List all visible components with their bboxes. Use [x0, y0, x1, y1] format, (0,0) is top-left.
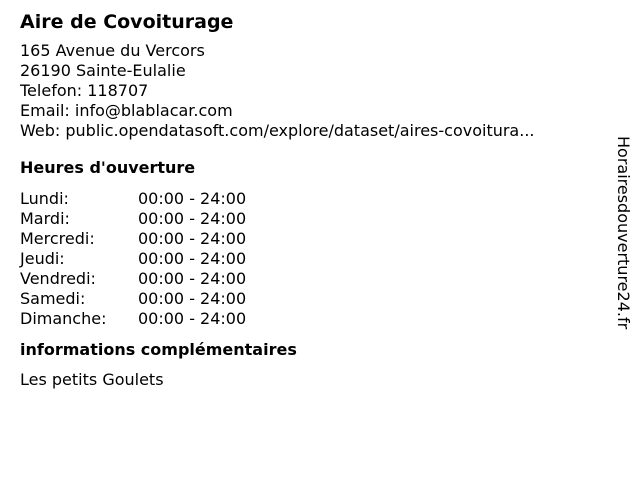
hours-row-tuesday — [20, 209, 600, 229]
info-text: Les petits Goulets — [20, 370, 164, 389]
web-line: Web: public.opendatasoft.com/explore/dataset/aires-covoitura... — [20, 121, 535, 140]
hours-table — [20, 189, 600, 329]
hours-row-friday — [20, 269, 600, 289]
hours-row-thursday — [20, 249, 600, 269]
time-range: 00:00 - 24:00 — [138, 189, 247, 208]
listing-card — [20, 10, 600, 390]
hours-row-monday — [20, 189, 600, 209]
time-range: 00:00 - 24:00 — [138, 269, 247, 288]
time-range: 00:00 - 24:00 — [138, 249, 247, 268]
day-label: Mercredi: — [20, 229, 95, 248]
time-range: 00:00 - 24:00 — [138, 209, 247, 228]
hours-heading: Heures d'ouverture — [20, 158, 196, 177]
hours-row-saturday — [20, 289, 600, 309]
day-label: Mardi: — [20, 209, 70, 228]
day-label: Dimanche: — [20, 309, 107, 328]
day-label: Vendredi: — [20, 269, 96, 288]
day-label: Samedi: — [20, 289, 86, 308]
hours-row-sunday — [20, 309, 600, 329]
brand-watermark: Horairesdouverture24.fr — [614, 136, 633, 330]
contact-block — [20, 41, 600, 141]
hours-row-wednesday — [20, 229, 600, 249]
phone-line: Telefon: 118707 — [20, 81, 149, 100]
time-range: 00:00 - 24:00 — [138, 309, 247, 328]
address-city: 26190 Sainte-Eulalie — [20, 61, 186, 80]
day-label: Lundi: — [20, 189, 69, 208]
time-range: 00:00 - 24:00 — [138, 289, 247, 308]
time-range: 00:00 - 24:00 — [138, 229, 247, 248]
email-line: Email: info@blablacar.com — [20, 101, 233, 120]
page-title: Aire de Covoiturage — [20, 11, 234, 33]
info-heading: informations complémentaires — [20, 340, 297, 359]
day-label: Jeudi: — [20, 249, 65, 268]
address-street: 165 Avenue du Vercors — [20, 41, 205, 60]
